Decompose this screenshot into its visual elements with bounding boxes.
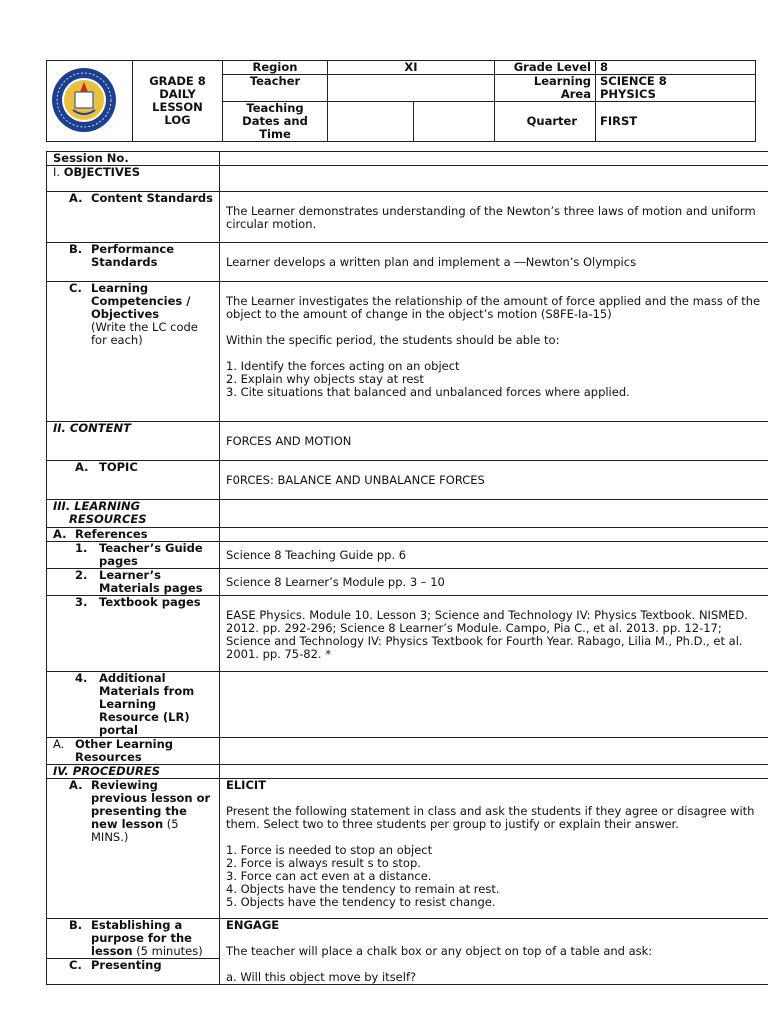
competency-item: 2. Explain why objects stay at rest [226, 372, 424, 386]
row-learning-resources [47, 500, 768, 528]
row-teachers-guide [47, 542, 768, 569]
row-objectives [47, 166, 768, 192]
seal-cell [47, 61, 133, 142]
row-other-resources [47, 738, 768, 765]
elicit-item: 2. Force is always result s to stop. [226, 856, 421, 870]
deped-seal-icon [49, 66, 119, 134]
session-label: Session No. [47, 152, 220, 166]
lesson-log-table [46, 151, 768, 985]
presenting-label: C. Presenting [47, 959, 220, 985]
topic-label: A. TOPIC [47, 461, 220, 500]
content-standards-text: The Learner demonstrates understanding of the Newton’s three laws of motion and uniform circular motion. [220, 192, 768, 243]
row-topic [47, 461, 768, 500]
elicit-item: 5. Objects have the tendency to resist change. [226, 895, 496, 909]
elicit-item: 4. Objects have the tendency to remain at rest. [226, 882, 500, 896]
row-review [47, 779, 768, 919]
textbook-label: 3. Textbook pages [47, 596, 220, 672]
header-table [46, 60, 756, 142]
elicit-cell: ELICIT Present the following statement in class and ask the students if they agree or disagree with them. Select two to three students per group to justify or explain their answer. 1. Force is needed to stop an object 2. Force is always result s to stop. 3. Force can act even at a distance. 4. Objects have the tendency to remain at rest. 5. Objects have the tendency to resist change. [220, 779, 768, 919]
row-session [47, 152, 768, 166]
competencies-text: The Learner investigates the relationship of the amount of force applied and the mass of the object to the amount of change in the object’s motion (S8FE-Ia-15) Within the specific period, the students should be able to: 1. Identify the forces acting on an object 2. Explain why objects stay at rest 3. Cite situations that balanced and unbalanced forces where applied. [220, 282, 768, 422]
other-resources-label: A. Other Learning Resources [47, 738, 220, 765]
content-heading: II. CONTENT [47, 422, 220, 461]
elicit-item: 1. Force is needed to stop an object [226, 843, 433, 857]
row-competencies [47, 282, 768, 422]
quarter-value: FIRST [596, 102, 756, 142]
grade-level-label: Grade Level [495, 61, 596, 75]
teachers-guide-label: 1. Teacher’s Guide pages [47, 542, 220, 569]
learners-materials-text: Science 8 Learner’s Module pp. 3 – 10 [220, 569, 768, 596]
competencies-label: C. Learning Competencies / Objectives (Write the LC code for each) [47, 282, 220, 422]
dates-cell-1 [328, 102, 414, 142]
dates-cell-2 [414, 102, 495, 142]
row-content [47, 422, 768, 461]
teacher-label: Teacher [223, 75, 328, 102]
references-label: A. References [47, 528, 220, 542]
region-value: XI [328, 61, 495, 75]
row-procedures [47, 765, 768, 779]
objectives-heading: I. OBJECTIVES [47, 166, 220, 192]
engage-cell: ENGAGE The teacher will place a chalk box or any object on top of a table and ask: a. Will this object move by itself? [220, 919, 768, 985]
row-performance-standards [47, 243, 768, 282]
dates-label: Teaching Dates and Time [223, 102, 328, 142]
textbook-text: EASE Physics. Module 10. Lesson 3; Science and Technology IV: Physics Textbook. NISMED. 2012. pp. 292-296; Science 8 Learner’s Module. Campo, Pia C., et al. 2013. pp. 12-17; Science and Technology IV: Physics Textbook for Fourth Year. Rabago, Lilia M., Ph.D., et al. 2001. pp. 75-82. * [220, 596, 768, 672]
additional-materials-label: 4. Additional Materials from Learning Resource (LR) portal [47, 672, 220, 738]
teachers-guide-text: Science 8 Teaching Guide pp. 6 [220, 542, 768, 569]
grade-level-value: 8 [596, 61, 756, 75]
row-textbook [47, 596, 768, 672]
topic-text: F0RCES: BALANCE AND UNBALANCE FORCES [220, 461, 768, 500]
content-standards-label: A. Content Standards [47, 192, 220, 243]
row-purpose [47, 919, 768, 959]
learning-area-label: Learning Area [495, 75, 596, 102]
row-additional-materials [47, 672, 768, 738]
quarter-label: Quarter [495, 102, 596, 142]
learning-resources-heading: III. LEARNING RESOURCES [47, 500, 220, 528]
dll-title: GRADE 8 DAILY LESSON LOG [133, 61, 223, 142]
content-text: FORCES AND MOTION [220, 422, 768, 461]
performance-standards-label: B. Performance Standards [47, 243, 220, 282]
row-content-standards [47, 192, 768, 243]
teacher-value [328, 75, 495, 102]
purpose-label: B. Establishing a purpose for the lesson (5 minutes) [47, 919, 220, 959]
competency-item: 3. Cite situations that balanced and unbalanced forces where applied. [226, 385, 630, 399]
row-references [47, 528, 768, 542]
competency-item: 1. Identify the forces acting on an object [226, 359, 460, 373]
learning-area-value: SCIENCE 8 PHYSICS [596, 75, 756, 102]
performance-standards-text: Learner develops a written plan and implement a ―Newton’s Olympics [220, 243, 768, 282]
row-learners-materials [47, 569, 768, 596]
session-value [220, 152, 768, 166]
learners-materials-label: 2. Learner’s Materials pages [47, 569, 220, 596]
procedures-heading: IV. PROCEDURES [47, 765, 220, 779]
elicit-item: 3. Force can act even at a distance. [226, 869, 432, 883]
region-label: Region [223, 61, 328, 75]
review-label: A. Reviewing previous lesson or presenting the new lesson (5 MINS.) [47, 779, 220, 919]
